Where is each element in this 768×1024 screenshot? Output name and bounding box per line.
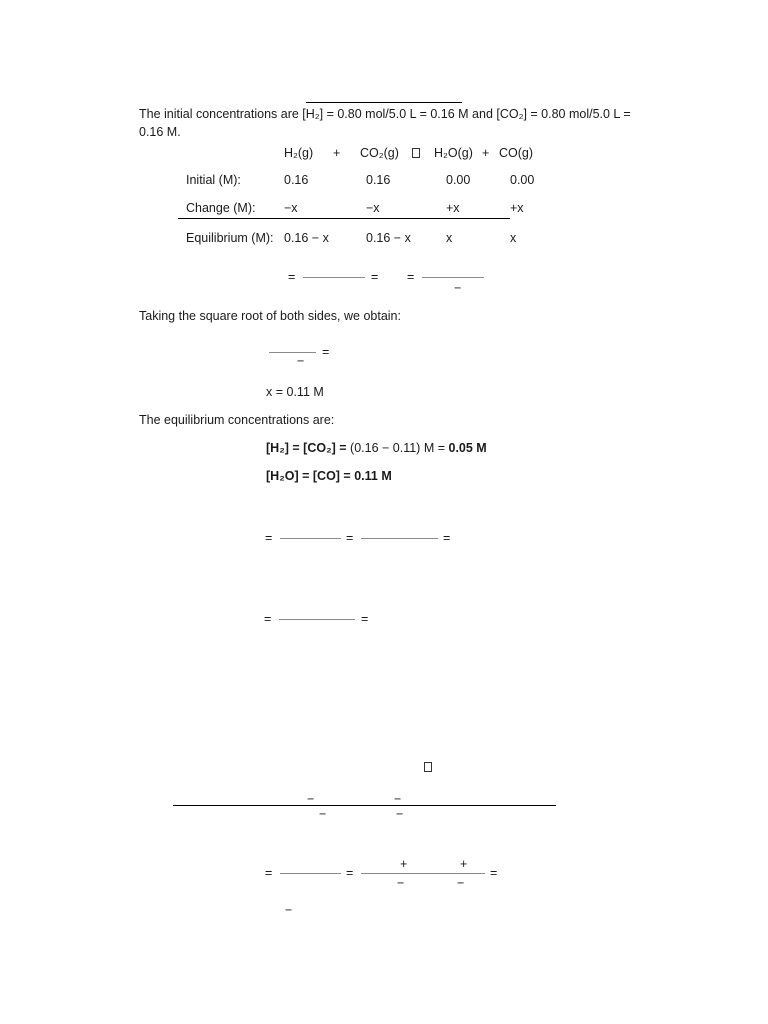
table-divider xyxy=(178,218,510,219)
minus-sign: − xyxy=(394,792,402,806)
cell-initial-h2o: 0.00 xyxy=(446,173,471,187)
equilibrium-arrow-icon xyxy=(412,148,420,158)
cell-initial-co2: 0.16 xyxy=(366,173,391,187)
result-h2-co2 xyxy=(266,440,487,456)
row-label-initial: Initial (M): xyxy=(186,173,241,187)
minus-sign: − xyxy=(297,354,305,368)
plus-sign: + xyxy=(482,146,490,160)
intro-line-1: The initial concentrations are [H₂] = 0.80 mol/5.0 L = 0.16 M and [CO₂] = 0.80 mol/5.0 L = xyxy=(139,107,631,121)
result-lhs: [H₂O] = [CO] = xyxy=(266,469,351,483)
fraction-bar xyxy=(280,873,341,874)
equals-sign: = xyxy=(322,345,330,359)
fraction-bar xyxy=(280,538,341,539)
fraction-bar xyxy=(361,873,485,874)
equals-sign: = xyxy=(346,866,354,880)
cell-eq-co: x xyxy=(510,231,517,245)
equilibrium-arrow-icon xyxy=(424,762,432,772)
equals-sign: = xyxy=(265,531,273,545)
fraction-bar xyxy=(279,619,355,620)
cell-change-co2: −x xyxy=(366,201,380,215)
fraction-bar xyxy=(422,277,484,278)
sqrt-sentence: Taking the square root of both sides, we obtain: xyxy=(139,309,401,323)
equals-sign: = xyxy=(264,612,272,626)
minus-sign: − xyxy=(454,281,462,295)
equals-sign: = xyxy=(288,270,296,284)
equals-sign: = xyxy=(443,531,451,545)
reactant-co2: CO₂(g) xyxy=(360,146,399,160)
intro-line-2: 0.16 M. xyxy=(139,125,181,139)
equals-sign: = xyxy=(371,270,379,284)
cell-eq-h2o: x xyxy=(446,231,453,245)
plus-sign: + xyxy=(460,857,468,871)
eq-conc-sentence: The equilibrium concentrations are: xyxy=(139,413,335,427)
cell-eq-co2: 0.16 − x xyxy=(366,231,411,245)
row-label-equilibrium: Equilibrium (M): xyxy=(186,231,274,245)
x-result: x = 0.11 M xyxy=(266,385,324,399)
fraction-bar xyxy=(269,352,316,353)
cell-eq-h2: 0.16 − x xyxy=(284,231,329,245)
minus-sign: − xyxy=(319,807,327,821)
fraction-bar xyxy=(303,277,365,278)
equals-sign: = xyxy=(346,531,354,545)
result-lhs: [H₂] = [CO₂] = xyxy=(266,441,347,455)
result-value: 0.11 M xyxy=(354,469,392,483)
equals-sign: = xyxy=(407,270,415,284)
plus-sign: + xyxy=(333,146,341,160)
product-h2o: H₂O(g) xyxy=(434,146,473,160)
cell-initial-h2: 0.16 xyxy=(284,173,309,187)
product-co: CO(g) xyxy=(499,146,534,160)
equals-sign: = xyxy=(265,866,273,880)
cell-change-h2o: +x xyxy=(446,201,460,215)
result-h2o-co xyxy=(266,468,392,484)
plus-sign: + xyxy=(400,857,408,871)
cell-change-co: +x xyxy=(510,201,524,215)
minus-sign: − xyxy=(397,876,405,890)
equals-sign: = xyxy=(490,866,498,880)
minus-sign: − xyxy=(457,876,465,890)
result-mid: (0.16 − 0.11) M = xyxy=(350,441,446,455)
minus-sign: − xyxy=(285,903,293,917)
equals-sign: = xyxy=(361,612,369,626)
table-divider xyxy=(173,805,556,806)
reactant-h2: H₂(g) xyxy=(284,146,314,160)
minus-sign: − xyxy=(307,792,315,806)
minus-sign: − xyxy=(396,807,404,821)
fraction-bar xyxy=(361,538,438,539)
top-rule xyxy=(306,102,462,103)
result-value: 0.05 M xyxy=(448,441,487,455)
cell-initial-co: 0.00 xyxy=(510,173,535,187)
cell-change-h2: −x xyxy=(284,201,298,215)
row-label-change: Change (M): xyxy=(186,201,256,215)
